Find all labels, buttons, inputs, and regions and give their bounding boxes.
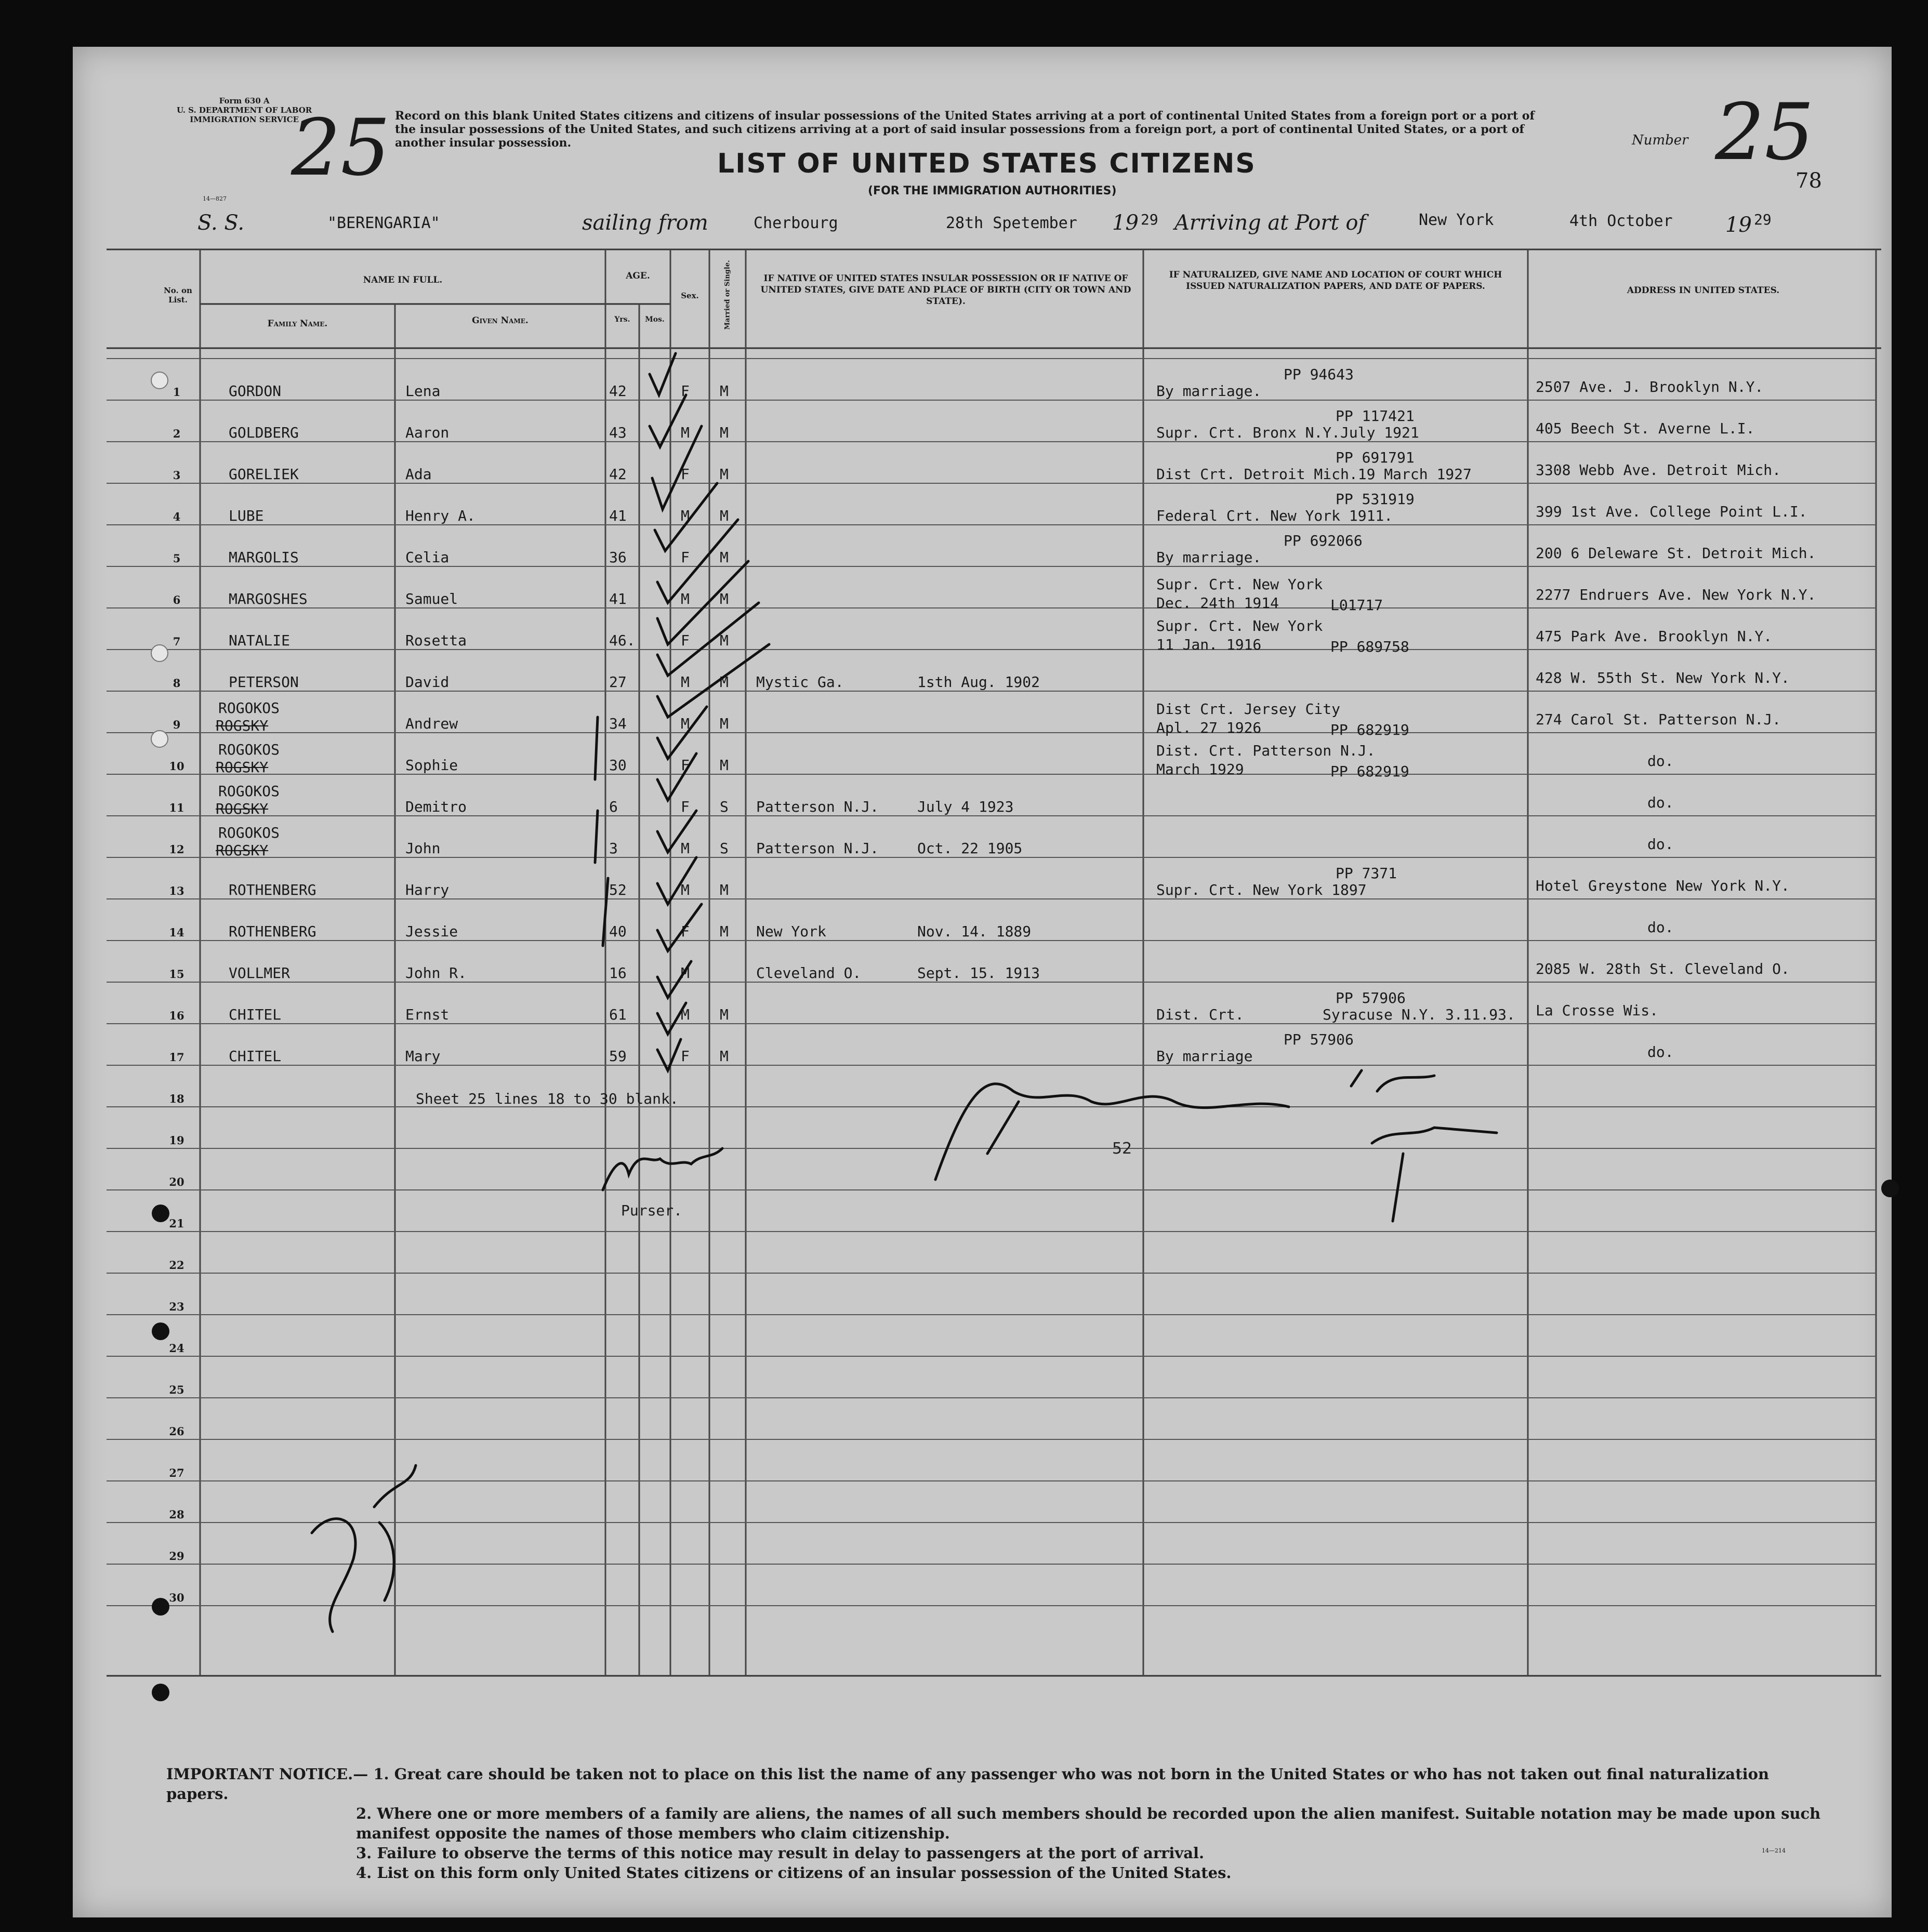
naturalization-paper-number: PP 682919	[1330, 721, 1409, 738]
binder-hole	[152, 1322, 169, 1340]
notice-item-4: 4. List on this form only United States citizens or citizens of an insular possession of the United States.	[356, 1864, 1232, 1882]
family-name: ROTHENBERG	[229, 881, 316, 898]
blank-row-number: 30	[169, 1591, 184, 1604]
blank-row-number: 19	[169, 1134, 184, 1147]
birth-place: Mystic Ga.	[756, 673, 844, 691]
marital-status: S	[720, 840, 729, 857]
family-name: ROGOKOS	[218, 824, 280, 841]
naturalization-court: Federal Crt. New York 1911.	[1156, 507, 1393, 524]
us-address: La Crosse Wis.	[1536, 1002, 1659, 1019]
naturalization-date: Dec. 24th 1914	[1156, 594, 1279, 612]
inspector-signature	[935, 1084, 1289, 1180]
given-name: David	[405, 673, 450, 691]
checkmark-column	[650, 353, 769, 1070]
family-name: ROTHENBERG	[229, 923, 316, 940]
row-number: 9	[173, 718, 181, 731]
arriving-label: Arriving at Port of	[1174, 211, 1366, 235]
row-number: 5	[173, 552, 181, 565]
age-years: 27	[609, 673, 627, 691]
form-code: 14—827	[203, 195, 227, 202]
blank-row-number: 26	[169, 1425, 184, 1438]
us-address: Hotel Greystone New York N.Y.	[1536, 877, 1790, 894]
family-name: GORELIEK	[229, 466, 299, 483]
marital-status: M	[720, 382, 729, 400]
family-name: PETERSON	[229, 673, 299, 691]
number-label: Number	[1632, 133, 1688, 148]
naturalization-court: Supr. Crt. New York	[1156, 617, 1323, 634]
binder-hole	[152, 1205, 169, 1222]
given-name: Ada	[405, 466, 432, 483]
age-years: 42	[609, 382, 627, 400]
naturalization-paper-number: PP 7371	[1336, 865, 1397, 882]
family-name: MARGOLIS	[229, 549, 299, 566]
family-name: GORDON	[229, 382, 282, 400]
age-years: 34	[609, 715, 627, 732]
blank-row-number: 22	[169, 1259, 184, 1272]
year-prefix-2: 19	[1725, 213, 1752, 237]
sex: F	[681, 466, 690, 483]
inspector-date-mark	[1351, 1070, 1497, 1221]
col-birth: IF NATIVE OF UNITED STATES INSULAR POSSESSION OR IF NATIVE OF UNITED STATES, GIVE DATE AND PLACE OF BIRTH (CITY OR TOWN AND STATE).	[760, 273, 1131, 307]
blank-row-number: 29	[169, 1550, 184, 1563]
sex: F	[681, 757, 690, 774]
naturalization-paper-number: PP 94643	[1284, 366, 1354, 383]
sex: F	[681, 549, 690, 566]
col-age: AGE.	[626, 271, 650, 281]
row-number: 13	[169, 884, 184, 897]
given-name: Mary	[405, 1048, 441, 1065]
age-years: 41	[609, 590, 627, 607]
birth-place: Patterson N.J.	[756, 840, 879, 857]
notice-item-2: 2. Where one or more members of a family are aliens, the names of all such members should be recorded upon the alien manifest. Suitable notation may be made upon such manifest opposite the names of those members who claim citizenship.	[356, 1805, 1821, 1842]
us-address: 405 Beech St. Averne L.I.	[1536, 420, 1755, 437]
given-name: Demitro	[405, 798, 467, 815]
naturalization-date: March 1929	[1156, 761, 1244, 778]
row-number: 2	[173, 427, 181, 440]
purser-label: Purser.	[621, 1202, 683, 1219]
marital-status: S	[720, 798, 729, 815]
naturalization-court: Dist. Crt.	[1156, 1006, 1244, 1023]
naturalization-paper-number: PP 57906	[1336, 989, 1406, 1007]
col-no-on-list: No. on List.	[164, 286, 192, 305]
birth-date: 1sth Aug. 1902	[917, 673, 1040, 691]
naturalization-paper-number: PP 531919	[1336, 491, 1415, 508]
naturalization-paper-number: PP 689758	[1330, 638, 1409, 655]
age-years: 59	[609, 1048, 627, 1065]
naturalization-paper-number: L01717	[1330, 597, 1383, 614]
form-number: Form 630 A	[219, 96, 270, 105]
blank-row-number: 25	[169, 1383, 184, 1396]
sex: F	[681, 632, 690, 649]
family-name: MARGOSHES	[229, 590, 308, 607]
sex: F	[681, 1048, 690, 1065]
handwritten-25-bottom	[312, 1465, 416, 1632]
family-name-struck: ROGSKY	[216, 842, 269, 859]
ship-name: "BERENGARIA"	[327, 214, 440, 232]
naturalization-court: By marriage.	[1156, 382, 1262, 400]
blank-row-number: 28	[169, 1508, 184, 1521]
notice-heading: IMPORTANT NOTICE.—	[166, 1765, 368, 1783]
family-name: ROGOKOS	[218, 699, 280, 717]
family-name-struck: ROGSKY	[216, 717, 269, 734]
departure-date: 28th Spetember	[946, 214, 1077, 232]
birth-place: Cleveland O.	[756, 964, 862, 982]
year-suffix-2: 29	[1754, 211, 1772, 228]
us-address: 428 W. 55th St. New York N.Y.	[1536, 669, 1790, 686]
family-name: VOLLMER	[229, 964, 290, 982]
naturalization-date: 11 Jan. 1916	[1156, 636, 1262, 653]
sex: M	[681, 424, 690, 441]
sex: M	[681, 715, 690, 732]
row-number: 1	[173, 386, 181, 399]
age-years: 3	[609, 840, 618, 857]
us-address: do.	[1647, 1043, 1674, 1061]
age-column-bracket	[595, 717, 608, 946]
naturalization-paper-number: PP 692066	[1284, 532, 1363, 549]
marital-status: M	[720, 424, 729, 441]
col-naturalized: IF NATURALIZED, GIVE NAME AND LOCATION OF COURT WHICH ISSUED NATURALIZATION PAPERS, AND DATE OF PAPERS.	[1169, 270, 1502, 292]
department-name: U. S. DEPARTMENT OF LABOR	[177, 105, 312, 115]
age-years: 40	[609, 923, 627, 940]
notice-code: 14—214	[1762, 1847, 1786, 1854]
naturalization-court: Supr. Crt. New York 1897	[1156, 881, 1367, 898]
row-number: 10	[169, 760, 184, 773]
us-address: 2085 W. 28th St. Cleveland O.	[1536, 960, 1790, 977]
blank-row-number: 20	[169, 1175, 184, 1188]
naturalization-paper-number: PP 57906	[1284, 1031, 1354, 1048]
us-address: 274 Carol St. Patterson N.J.	[1536, 711, 1781, 728]
marital-status: M	[720, 1006, 729, 1023]
marital-status: M	[720, 923, 729, 940]
us-address: do.	[1647, 752, 1674, 770]
ss-label: S. S.	[197, 211, 245, 235]
us-address: 2277 Endruers Ave. New York N.Y.	[1536, 586, 1816, 603]
col-name-in-full: NAME IN FULL.	[363, 275, 443, 285]
binder-hole	[151, 372, 168, 389]
blank-row-number: 21	[169, 1217, 184, 1230]
us-address: 475 Park Ave. Brooklyn N.Y.	[1536, 628, 1773, 645]
blank-lines-note: Sheet 25 lines 18 to 30 blank.	[416, 1090, 679, 1107]
row-number: 12	[169, 843, 184, 856]
sailing-from-label: sailing from	[582, 211, 708, 235]
notice-item-1: 1. Great care should be taken not to place on this list the name of any passenger who was not born in the United States or who has not taken out final naturalization papers.	[166, 1765, 1769, 1803]
us-address: 3308 Webb Ave. Detroit Mich.	[1536, 461, 1781, 479]
marital-status: M	[720, 507, 729, 524]
marital-status: M	[720, 466, 729, 483]
birth-date: Sept. 15. 1913	[917, 964, 1040, 982]
given-name: Rosetta	[405, 632, 467, 649]
birth-date: Nov. 14. 1889	[917, 923, 1032, 940]
age-years: 52	[609, 881, 627, 898]
given-name: Samuel	[405, 590, 458, 607]
family-name: GOLDBERG	[229, 424, 299, 441]
col-address: ADDRESS IN UNITED STATES.	[1627, 285, 1780, 296]
year-prefix-1: 19	[1112, 211, 1139, 235]
svg-text:52: 52	[1112, 1140, 1132, 1158]
sex: M	[681, 590, 690, 607]
handwritten-sheet-number-left: 25	[291, 103, 390, 193]
arrival-date: 4th October	[1569, 212, 1673, 230]
sex: M	[681, 673, 690, 691]
marital-status: M	[720, 549, 729, 566]
given-name: Andrew	[405, 715, 458, 732]
age-years: 16	[609, 964, 627, 982]
marital-status: M	[720, 1048, 729, 1065]
naturalization-court: Dist. Crt. Patterson N.J.	[1156, 742, 1376, 759]
given-name: Henry A.	[405, 507, 476, 524]
given-name: John R.	[405, 964, 467, 982]
marital-status: M	[720, 757, 729, 774]
arrival-port: New York	[1419, 211, 1494, 229]
sex: M	[681, 964, 690, 982]
naturalization-court: By marriage	[1156, 1048, 1253, 1065]
family-name: CHITEL	[229, 1048, 282, 1065]
blank-row-number: 23	[169, 1300, 184, 1313]
us-address: 399 1st Ave. College Point L.I.	[1536, 503, 1807, 520]
sex: M	[681, 881, 690, 898]
page-title: LIST OF UNITED STATES CITIZENS	[717, 148, 1256, 179]
sex: M	[681, 1006, 690, 1023]
naturalization-court: Supr. Crt. New York	[1156, 576, 1323, 593]
binder-hole	[152, 1684, 169, 1701]
naturalization-court: Supr. Crt. Bronx N.Y.July 1921	[1156, 424, 1419, 441]
col-given-name: Given Name.	[472, 315, 529, 326]
col-mos: Mos.	[645, 315, 665, 324]
age-years: 46.	[609, 632, 636, 649]
age-years: 42	[609, 466, 627, 483]
row-number: 8	[173, 677, 181, 690]
us-address: do.	[1647, 919, 1674, 936]
family-name-struck: ROGSKY	[216, 800, 269, 817]
age-years: 43	[609, 424, 627, 441]
purser-signature	[603, 1148, 722, 1190]
given-name: Sophie	[405, 757, 458, 774]
row-number: 17	[169, 1051, 184, 1064]
col-sex: Sex.	[681, 291, 699, 300]
given-name: John	[405, 840, 441, 857]
birth-date: July 4 1923	[917, 798, 1014, 815]
given-name: Harry	[405, 881, 450, 898]
us-address: do.	[1647, 794, 1674, 811]
row-number: 4	[173, 510, 181, 523]
given-name: Aaron	[405, 424, 450, 441]
marital-status: M	[720, 881, 729, 898]
age-years: 61	[609, 1006, 627, 1023]
notice-item-3: 3. Failure to observe the terms of this notice may result in delay to passengers at the port of arrival.	[356, 1844, 1205, 1862]
sex: M	[681, 840, 690, 857]
given-name: Lena	[405, 382, 441, 400]
col-married-single: Married or Single.	[723, 260, 732, 330]
blank-row-number: 27	[169, 1466, 184, 1479]
binder-hole	[151, 730, 168, 748]
age-years: 6	[609, 798, 618, 815]
corner-mark: 78	[1795, 169, 1822, 193]
age-years: 30	[609, 757, 627, 774]
year-suffix-1: 29	[1141, 211, 1158, 228]
naturalization-court: Dist Crt. Detroit Mich.19 March 1927	[1156, 466, 1472, 483]
departure-port: Cherbourg	[754, 214, 838, 232]
family-name: ROGOKOS	[218, 783, 280, 800]
blank-row-number: 24	[169, 1342, 184, 1355]
age-years: 41	[609, 507, 627, 524]
row-number: 14	[169, 926, 184, 939]
sex: F	[681, 798, 690, 815]
sex: F	[681, 382, 690, 400]
birth-place: New York	[756, 923, 826, 940]
marital-status: M	[720, 673, 729, 691]
naturalization-date: Apl. 27 1926	[1156, 719, 1262, 736]
us-address: 2507 Ave. J. Brooklyn N.Y.	[1536, 378, 1764, 395]
naturalization-court: Dist Crt. Jersey City	[1156, 700, 1341, 718]
marital-status: M	[720, 590, 729, 607]
row-number: 3	[173, 469, 181, 482]
sex: M	[681, 507, 690, 524]
naturalization-paper-number: PP 117421	[1336, 407, 1415, 425]
us-address: 200 6 Deleware St. Detroit Mich.	[1536, 545, 1816, 562]
birth-date: Oct. 22 1905	[917, 840, 1023, 857]
service-name: IMMIGRATION SERVICE	[190, 115, 299, 124]
given-name: Jessie	[405, 923, 458, 940]
col-family-name: Family Name.	[267, 319, 328, 329]
family-name: NATALIE	[229, 632, 290, 649]
marital-status: M	[720, 715, 729, 732]
naturalization-paper-number: PP 691791	[1336, 449, 1415, 466]
family-name: CHITEL	[229, 1006, 282, 1023]
given-name: Celia	[405, 549, 450, 566]
handwritten-sheet-number-right: 25	[1715, 87, 1814, 178]
col-yrs: Yrs.	[614, 315, 630, 324]
marital-status: M	[720, 632, 729, 649]
family-name: LUBE	[229, 507, 264, 524]
binder-hole	[152, 1598, 169, 1616]
page-subtitle: (FOR THE IMMIGRATION AUTHORITIES)	[868, 184, 1117, 197]
intro-text: Record on this blank United States citizens and citizens of insular possessions of the United States arriving at a port of continental United States from a foreign port or a port of the insular possessions of the United States, and such citizens arriving at a port of said insular possessions from a foreign port, a port of continental United States, or a port of another insular possession.	[395, 109, 1535, 150]
row-number: 15	[169, 968, 184, 981]
naturalization-court: By marriage.	[1156, 549, 1262, 566]
important-notice	[166, 1764, 1829, 1883]
us-address: do.	[1647, 836, 1674, 853]
row-number: 7	[173, 635, 181, 648]
row-number: 16	[169, 1009, 184, 1022]
birth-place: Patterson N.J.	[756, 798, 879, 815]
row-number: 11	[169, 801, 184, 814]
binder-hole	[151, 644, 168, 662]
blank-row-number: 18	[169, 1092, 184, 1105]
naturalization-paper-number: PP 682919	[1330, 763, 1409, 780]
family-name-struck: ROGSKY	[216, 759, 269, 776]
naturalization-location: Syracuse N.Y. 3.11.93.	[1323, 1006, 1515, 1023]
sex: F	[681, 923, 690, 940]
age-years: 36	[609, 549, 627, 566]
given-name: Ernst	[405, 1006, 450, 1023]
family-name: ROGOKOS	[218, 741, 280, 758]
row-number: 6	[173, 593, 181, 606]
binder-hole	[1881, 1180, 1899, 1197]
